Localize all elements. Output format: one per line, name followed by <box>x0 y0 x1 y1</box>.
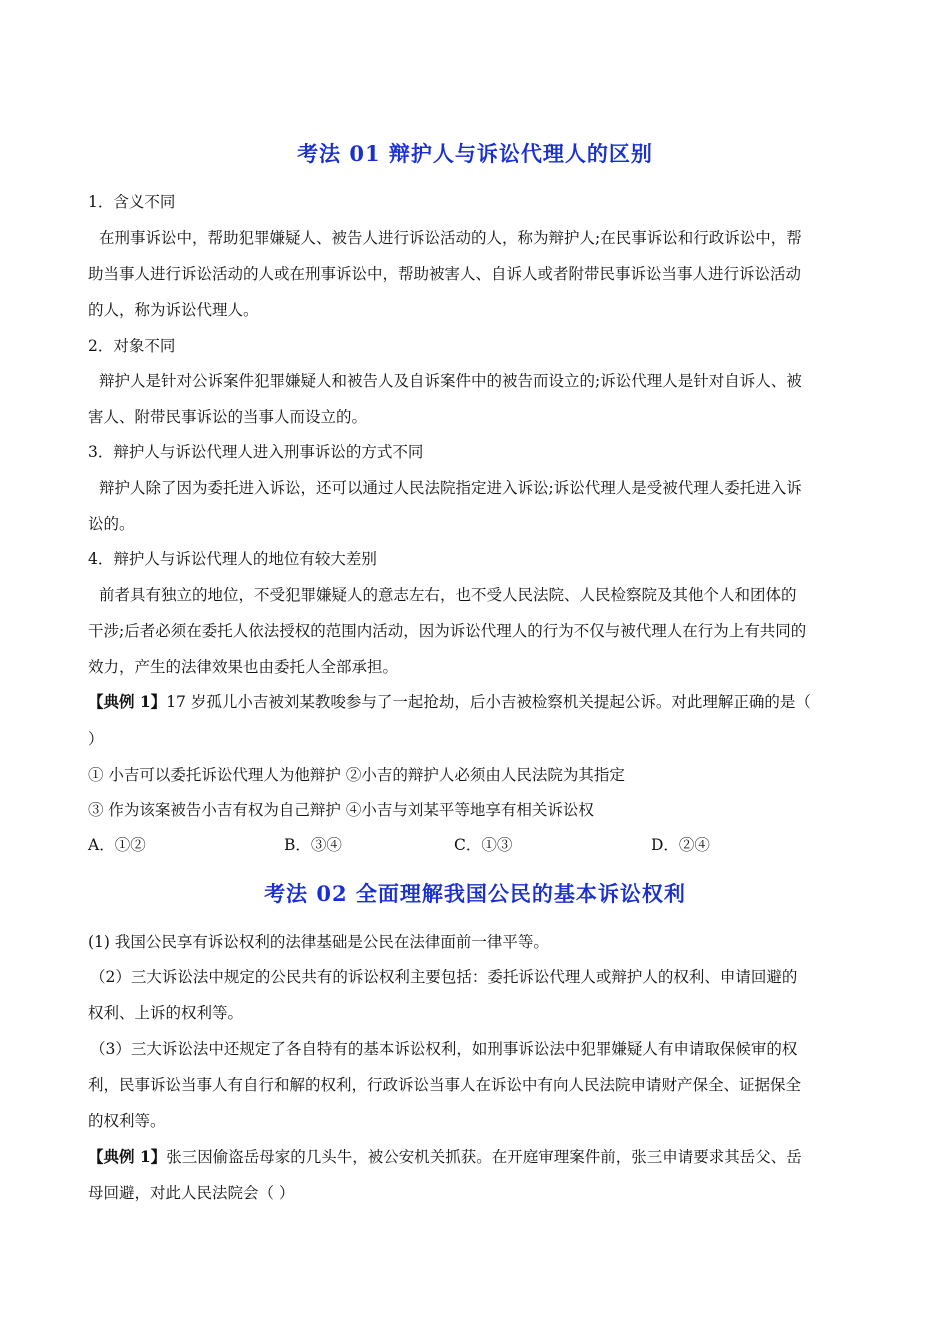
point-title-2: 2．对象不同 <box>88 337 176 355</box>
paragraph-line: 害人、附带民事诉讼的当事人而设立的。 <box>88 408 368 426</box>
option-c: C．①③ <box>454 836 513 854</box>
rights-item-3: （3）三大诉讼法中还规定了各自特有的基本诉讼权利，如刑事诉讼法中犯罪嫌疑人有申请取保候审的权 <box>90 1040 798 1058</box>
option-d: D．②④ <box>651 836 710 854</box>
option-b: B．③④ <box>284 836 342 854</box>
paragraph-line: 前者具有独立的地位，不受犯罪嫌疑人的意志左右，也不受人民法院、人民检察院及其他个人和团体的 <box>99 586 797 604</box>
example-text: 17 岁孤儿小吉被刘某教唆参与了一起抢劫，后小吉被检察机关提起公诉。对此理解正确的是（ <box>166 693 811 711</box>
example-label: 【典例 1】 <box>88 1147 167 1166</box>
paragraph-line: 的人，称为诉讼代理人。 <box>88 301 259 319</box>
paragraph-line: 母回避，对此人民法院会（ ） <box>88 1184 295 1202</box>
paragraph-line: 干涉;后者必须在委托人依法授权的范围内活动，因为诉讼代理人的行为不仅与被代理人在行为上有共同的 <box>88 622 807 640</box>
paragraph-line: 辩护人是针对公诉案件犯罪嫌疑人和被告人及自诉案件中的被告而设立的;诉讼代理人是针对自诉人、被 <box>99 372 802 390</box>
paragraph-line: 在刑事诉讼中，帮助犯罪嫌疑人、被告人进行诉讼活动的人，称为辩护人;在民事诉讼和行政诉讼中，帮 <box>99 229 802 247</box>
option-a: A．①② <box>88 836 146 854</box>
section-heading-1: 考法 01 辩护人与诉讼代理人的区别 <box>297 141 653 166</box>
paragraph-line: 利，民事诉讼当事人有自行和解的权利，行政诉讼当事人在诉讼中有向人民法院申请财产保全、证据保全 <box>88 1076 802 1094</box>
example-question-2 <box>88 1147 802 1167</box>
paragraph-line: 效力，产生的法律效果也由委托人全部承担。 <box>88 658 399 676</box>
paragraph-line: 讼的。 <box>88 515 135 533</box>
example-label: 【典例 1】 <box>88 692 167 711</box>
rights-item-1: (1) 我国公民享有诉讼权利的法律基础是公民在法律面前一律平等。 <box>88 933 549 951</box>
example-text: 张三因偷盗岳母家的几头牛，被公安机关抓获。在开庭审理案件前，张三申请要求其岳父、岳 <box>166 1148 802 1166</box>
example-close-paren: ） <box>88 730 104 748</box>
point-title-1: 1．含义不同 <box>88 193 176 211</box>
example-question <box>88 692 811 712</box>
statement-line: ① 小吉可以委托诉讼代理人为他辩护 ②小吉的辩护人必须由人民法院为其指定 <box>88 766 625 784</box>
rights-item-2: （2）三大诉讼法中规定的公民共有的诉讼权利主要包括：委托诉讼代理人或辩护人的权利、申请回避的 <box>90 968 798 986</box>
paragraph-line: 辩护人除了因为委托进入诉讼，还可以通过人民法院指定进入诉讼;诉讼代理人是受被代理人委托进入诉 <box>99 479 802 497</box>
point-title-4: 4．辩护人与诉讼代理人的地位有较大差别 <box>88 550 377 568</box>
section-heading-2: 考法 02 全面理解我国公民的基本诉讼权利 <box>264 881 686 906</box>
statement-line: ③ 作为该案被告小吉有权为自己辩护 ④小吉与刘某平等地享有相关诉讼权 <box>88 801 594 819</box>
paragraph-line: 助当事人进行诉讼活动的人或在刑事诉讼中，帮助被害人、自诉人或者附带民事诉讼当事人进行诉讼活动 <box>88 265 802 283</box>
paragraph-line: 权利、上诉的权利等。 <box>88 1004 244 1022</box>
paragraph-line: 的权利等。 <box>88 1112 166 1130</box>
point-title-3: 3．辩护人与诉讼代理人进入刑事诉讼的方式不同 <box>88 443 424 461</box>
